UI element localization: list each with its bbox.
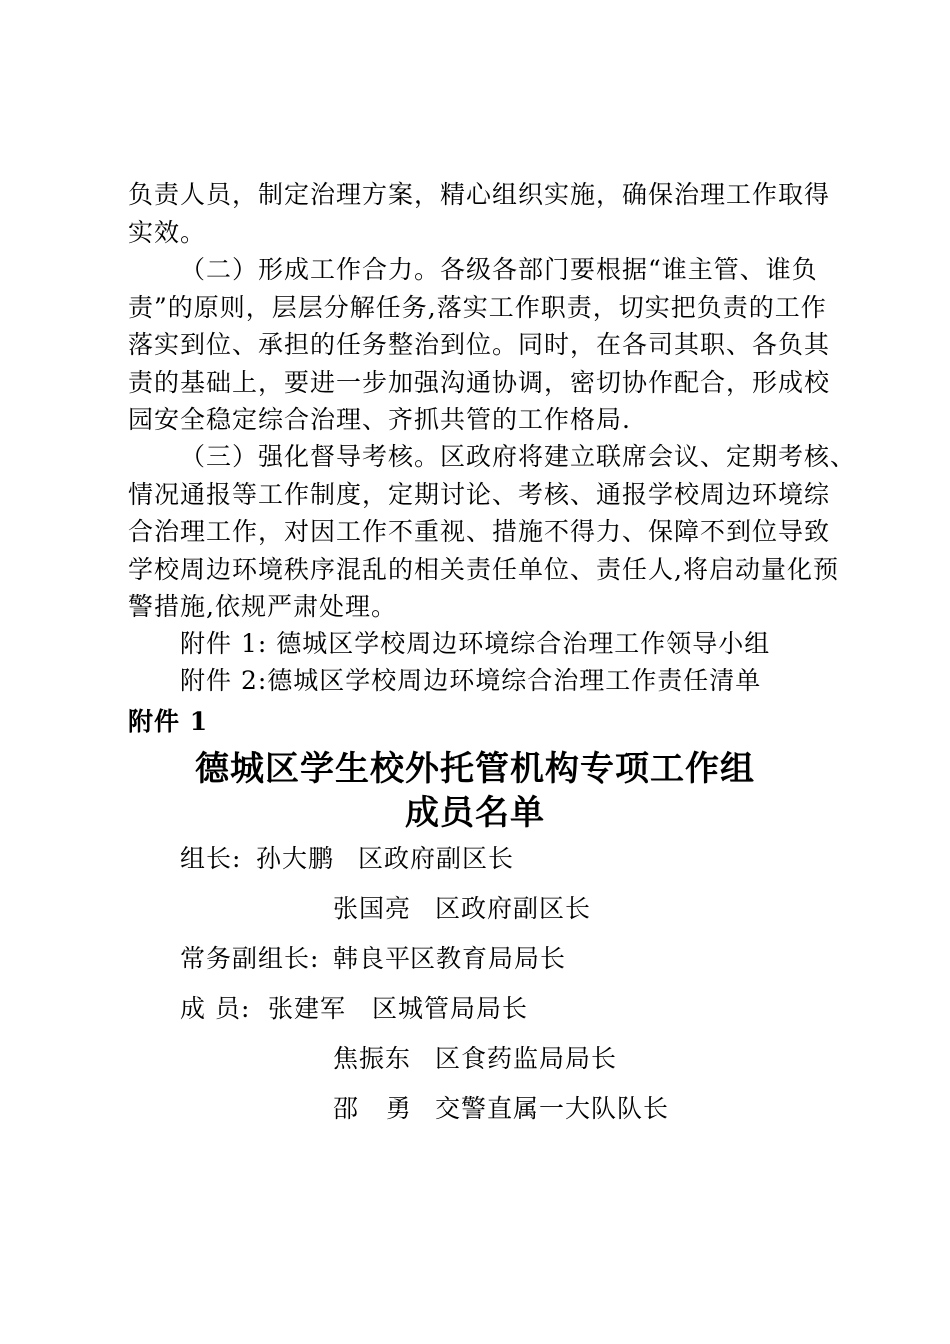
document-title-line-1: 德城区学生校外托管机构专项工作组 bbox=[195, 749, 755, 789]
paragraph-line: 情况通报等工作制度，定期讨论、考核、通报学校周边环境综 bbox=[128, 480, 831, 509]
attachment-line-1: 附件 1: 德城区学校周边环境综合治理工作领导小组 bbox=[180, 629, 771, 658]
document-title-line-2: 成员名单 bbox=[405, 793, 545, 833]
leader-name: 张国亮 bbox=[333, 894, 412, 923]
paragraph-line: 落实到位、承担的任务整治到位。同时，在各司其职、各负其 bbox=[128, 330, 831, 359]
member-name: 焦振东 bbox=[333, 1044, 412, 1073]
paragraph-line: 学校周边环境秩序混乱的相关责任单位、责任人,将启动量化预 bbox=[128, 555, 839, 584]
leader-label: 组长: bbox=[180, 844, 242, 873]
paragraph-line: 合治理工作，对因工作不重视、措施不得力、保障不到位导致 bbox=[128, 517, 831, 546]
attachment-label: 附件 1 bbox=[128, 707, 209, 736]
paragraph-line: 警措施,依规严肃处理。 bbox=[128, 592, 397, 621]
paragraph-line: 园安全稳定综合治理、齐抓共管的工作格局. bbox=[128, 405, 631, 434]
paragraph-line: 实效。 bbox=[128, 218, 207, 247]
member-title: 交警直属一大队队长 bbox=[435, 1094, 670, 1123]
deputy-label: 常务副组长: bbox=[180, 944, 320, 973]
deputy-title: 区教育局局长 bbox=[410, 944, 567, 973]
paragraph-line: 责的基础上，要进一步加强沟通协调，密切协作配合，形成校 bbox=[128, 368, 831, 397]
member-title: 区食药监局局长 bbox=[435, 1044, 618, 1073]
member-name: 张建军 bbox=[268, 994, 347, 1023]
leader-title: 区政府副区长 bbox=[358, 844, 515, 873]
paragraph-line: 负责人员，制定治理方案，精心组织实施，确保治理工作取得 bbox=[128, 180, 831, 209]
leader-name: 孙大鹏 bbox=[256, 844, 335, 873]
member-title: 区城管局局长 bbox=[372, 994, 529, 1023]
leader-title: 区政府副区长 bbox=[435, 894, 592, 923]
member-name: 邵 勇 bbox=[333, 1094, 412, 1123]
paragraph-line: （三）强化督导考核。区政府将建立联席会议、定期考核、 bbox=[180, 442, 857, 471]
attachment-line-2: 附件 2:德城区学校周边环境综合治理工作责任清单 bbox=[180, 666, 762, 695]
paragraph-line: （二）形成工作合力。各级各部门要根据“谁主管、谁负 bbox=[180, 255, 818, 284]
member-label: 成 员: bbox=[180, 994, 251, 1023]
deputy-name: 韩良平 bbox=[333, 944, 412, 973]
paragraph-line: 责”的原则，层层分解任务,落实工作职责，切实把负责的工作 bbox=[128, 293, 827, 322]
